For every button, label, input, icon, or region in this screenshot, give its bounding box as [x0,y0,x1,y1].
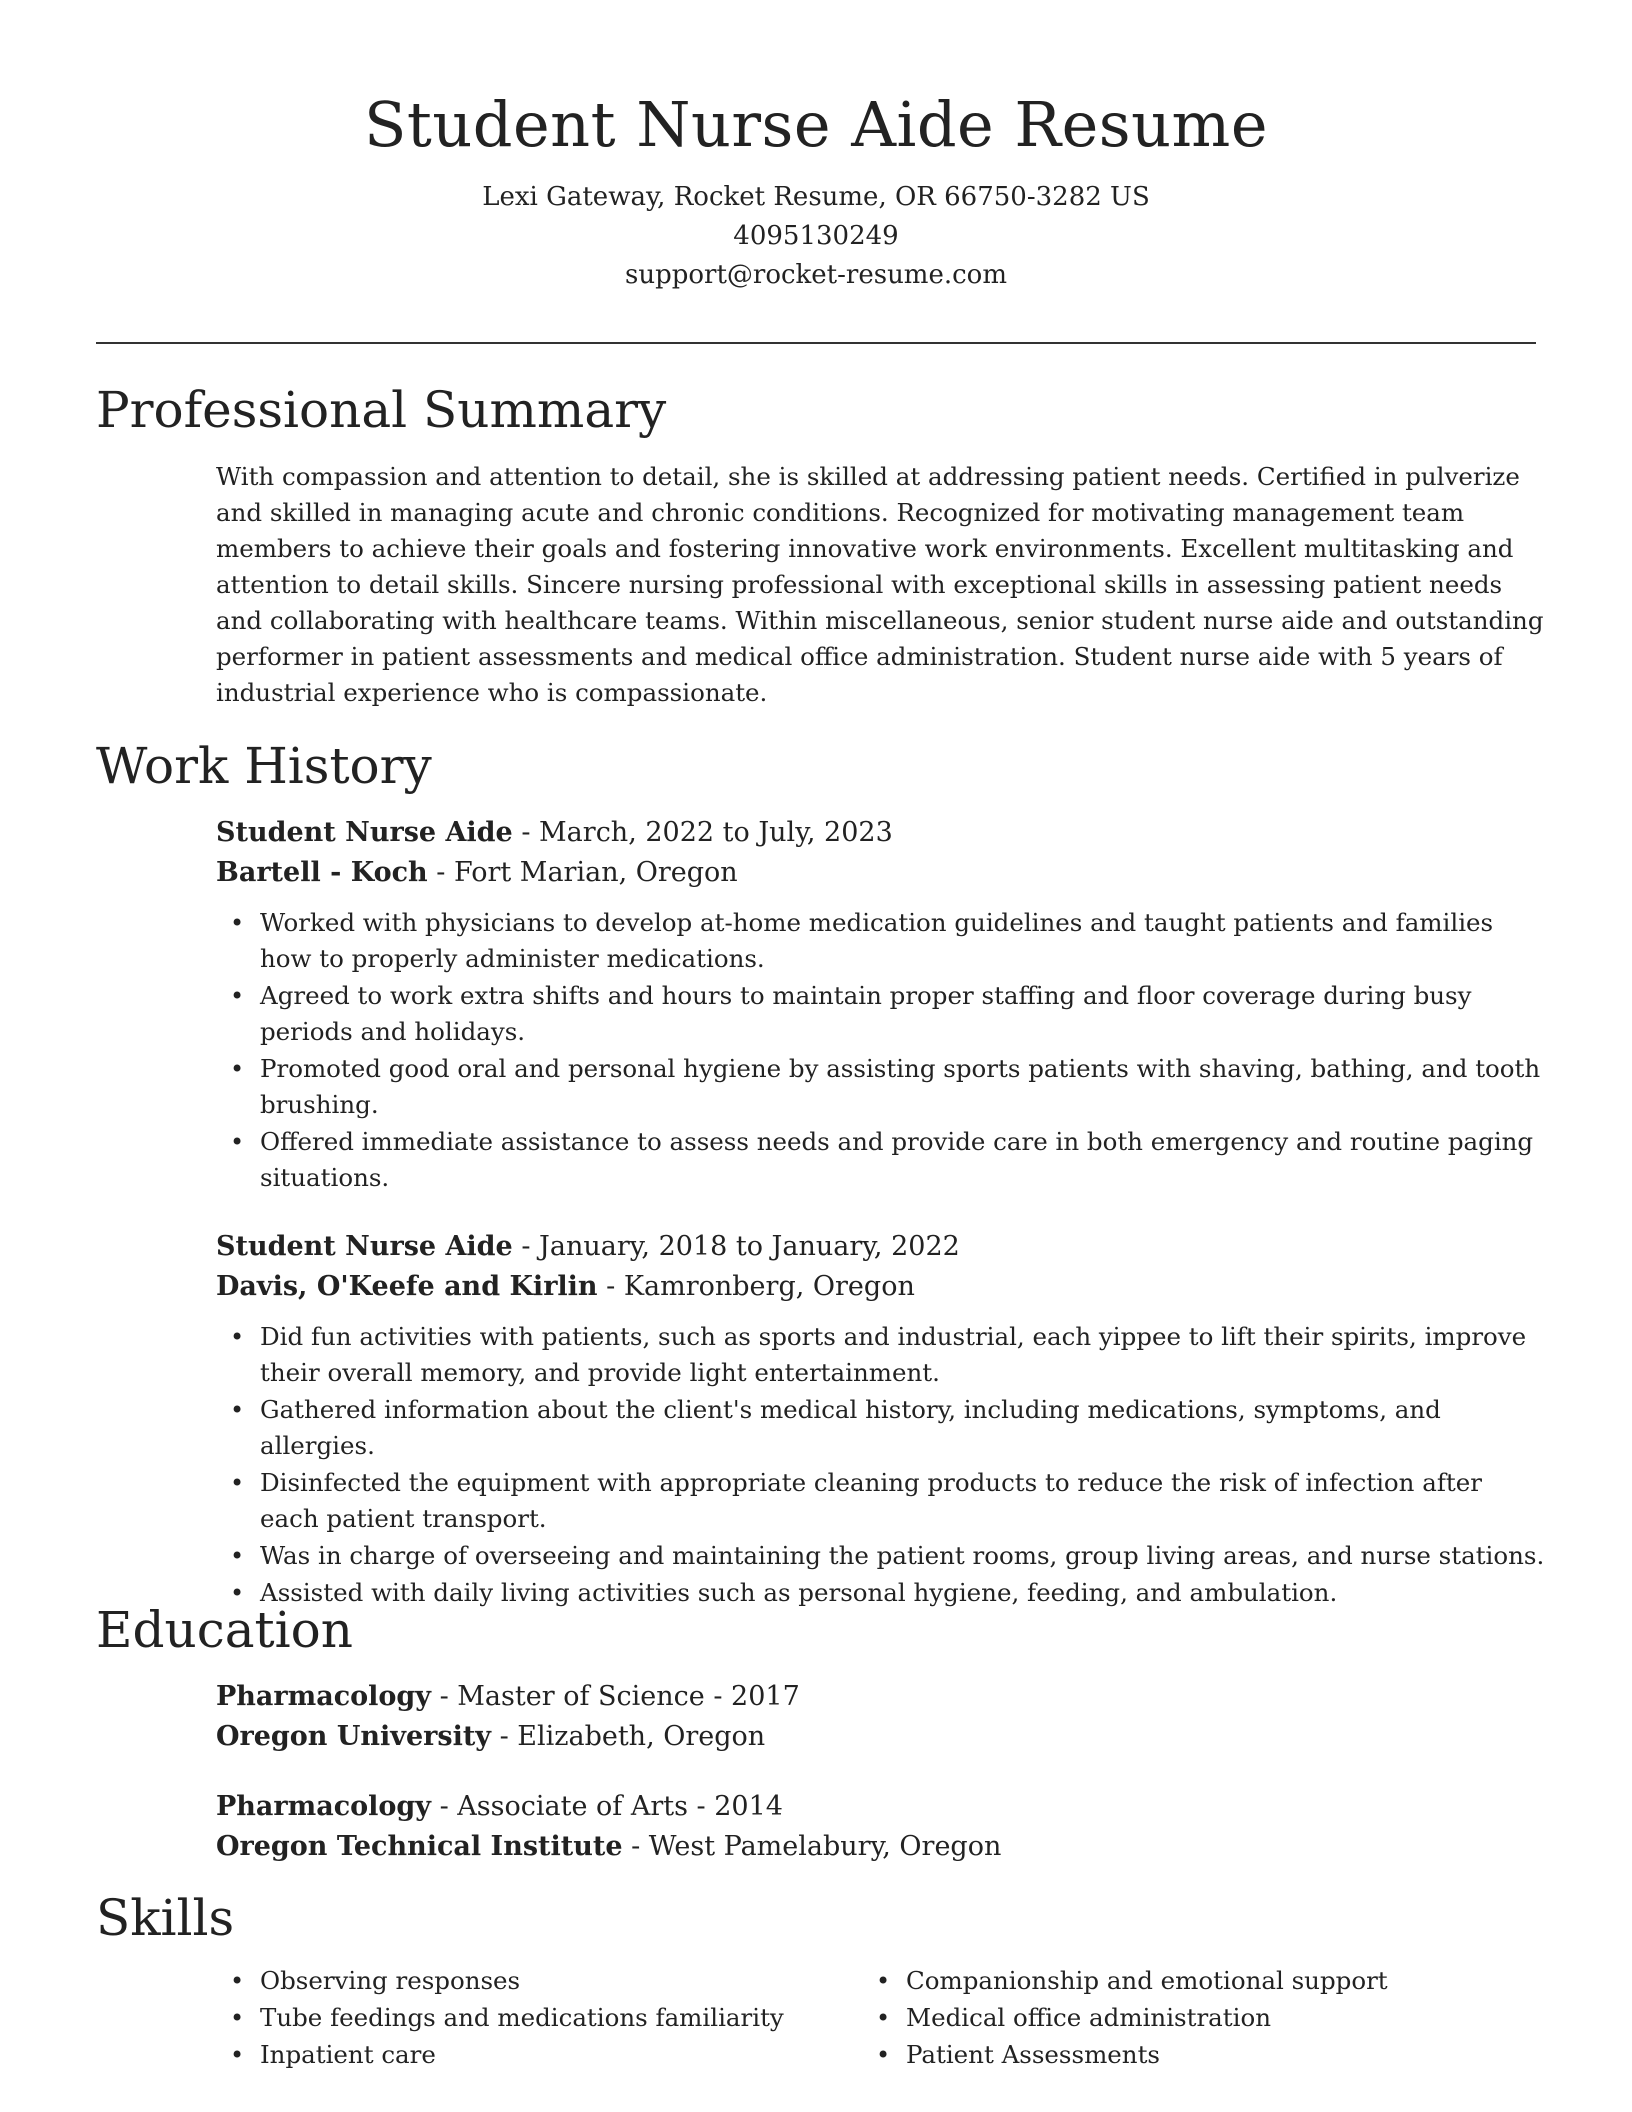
job-title: Student Nurse Aide [216,817,513,848]
resume-header [96,80,1536,295]
education-degree-line [216,1787,1546,1827]
summary-text: With compassion and attention to detail, she is skilled at addressing patient needs. Certified in pulverize and skilled in managing acute and chronic conditions. Recognized for motivating management team members to achieve their goals and fostering innovative work environments. Excellent multitasking and attention to detail skills. Sincere nursing professional with exceptional skills in assessing patient needs and collaborating with healthcare teams. Within miscellaneous, senior student nurse aide and outstanding performer in patient assessments and medical office administration. Student nurse aide with 5 years of industrial experience who is compassionate. [216,462,1544,707]
job-location: - Fort Marian, Oregon [427,857,738,888]
job-bullet: • Worked with physicians to develop at-home medication guidelines and taught patients and families how to properly administer medications. [260,905,1546,977]
skills-list [862,1963,1462,2073]
education-school-line [216,1827,1546,1867]
skills-heading: Skills [96,1889,235,1947]
job-bullet: • Did fun activities with patients, such as sports and industrial, each yippee to lift their spirits, improve their overall memory, and provide light entertainment. [260,1319,1546,1391]
skill-item: • Observing responses [260,1963,816,1999]
education-entry [216,1787,1546,1867]
job-title-line [216,813,1546,853]
education-location: - West Pamelabury, Oregon [622,1831,1002,1862]
job-entry [216,1227,1546,1612]
skills-column-left [216,1963,816,2074]
job-company-line [216,1267,1546,1307]
education-location: - Elizabeth, Oregon [490,1721,766,1752]
skill-item: • Medical office administration [906,2000,1462,2036]
job-company: Davis, O'Keefe and Kirlin [216,1271,598,1302]
work-history-heading: Work History [96,737,432,795]
header-divider [96,342,1536,344]
summary-heading: Professional Summary [96,381,667,439]
job-title-line [216,1227,1546,1267]
job-location: - Kamronberg, Oregon [597,1271,915,1302]
job-entry [216,813,1546,1197]
education-field: Pharmacology [216,1681,431,1712]
education-degree: - Master of Science - 2017 [431,1681,800,1712]
skill-item: • Tube feedings and medications familiarity [260,2000,816,2036]
job-company: Bartell - Koch [216,857,428,888]
contact-address: Lexi Gateway, Rocket Resume, OR 66750-3282 US [482,182,1150,212]
education-school-line [216,1717,1546,1757]
job-title: Student Nurse Aide [216,1231,513,1262]
job-bullet: • Promoted good oral and personal hygiene by assisting sports patients with shaving, bathing, and tooth brushing. [260,1051,1546,1123]
summary-section [216,459,1546,711]
skills-column-right [862,1963,1462,2074]
contact-phone: 4095130249 [733,221,899,251]
job-bullet: • Assisted with daily living activities such as personal hygiene, feeding, and ambulation. [260,1575,1546,1611]
job-bullet: • Offered immediate assistance to assess needs and provide care in both emergency and routine paging situations. [260,1124,1546,1196]
job-bullet: • Gathered information about the client's medical history, including medications, symptoms, and allergies. [260,1392,1546,1464]
education-school: Oregon University [216,1721,491,1752]
job-bullet: • Agreed to work extra shifts and hours to maintain proper staffing and floor coverage during busy periods and holidays. [260,978,1546,1050]
education-field: Pharmacology [216,1791,431,1822]
education-degree-line [216,1677,1546,1717]
resume-title: Student Nurse Aide Resume [363,88,1269,161]
skill-item: • Patient Assessments [906,2037,1462,2073]
job-company-line [216,853,1546,893]
education-heading: Education [96,1601,353,1659]
job-dates: - January, 2018 to January, 2022 [512,1231,960,1262]
education-entry [216,1677,1546,1757]
job-bullet: • Disinfected the equipment with appropriate cleaning products to reduce the risk of infection after each patient transport. [260,1465,1546,1537]
skill-item: • Companionship and emotional support [906,1963,1462,1999]
skill-item: • Inpatient care [260,2037,816,2073]
skills-list [216,1963,816,2073]
contact-email: support@rocket-resume.com [624,260,1007,290]
job-bullet: • Was in charge of overseeing and maintaining the patient rooms, group living areas, and nurse stations. [260,1538,1546,1574]
job-dates: - March, 2022 to July, 2023 [512,817,893,848]
job-bullets [216,1319,1546,1611]
education-degree: - Associate of Arts - 2014 [431,1791,783,1822]
job-bullets [216,905,1546,1196]
education-school: Oregon Technical Institute [216,1831,623,1862]
